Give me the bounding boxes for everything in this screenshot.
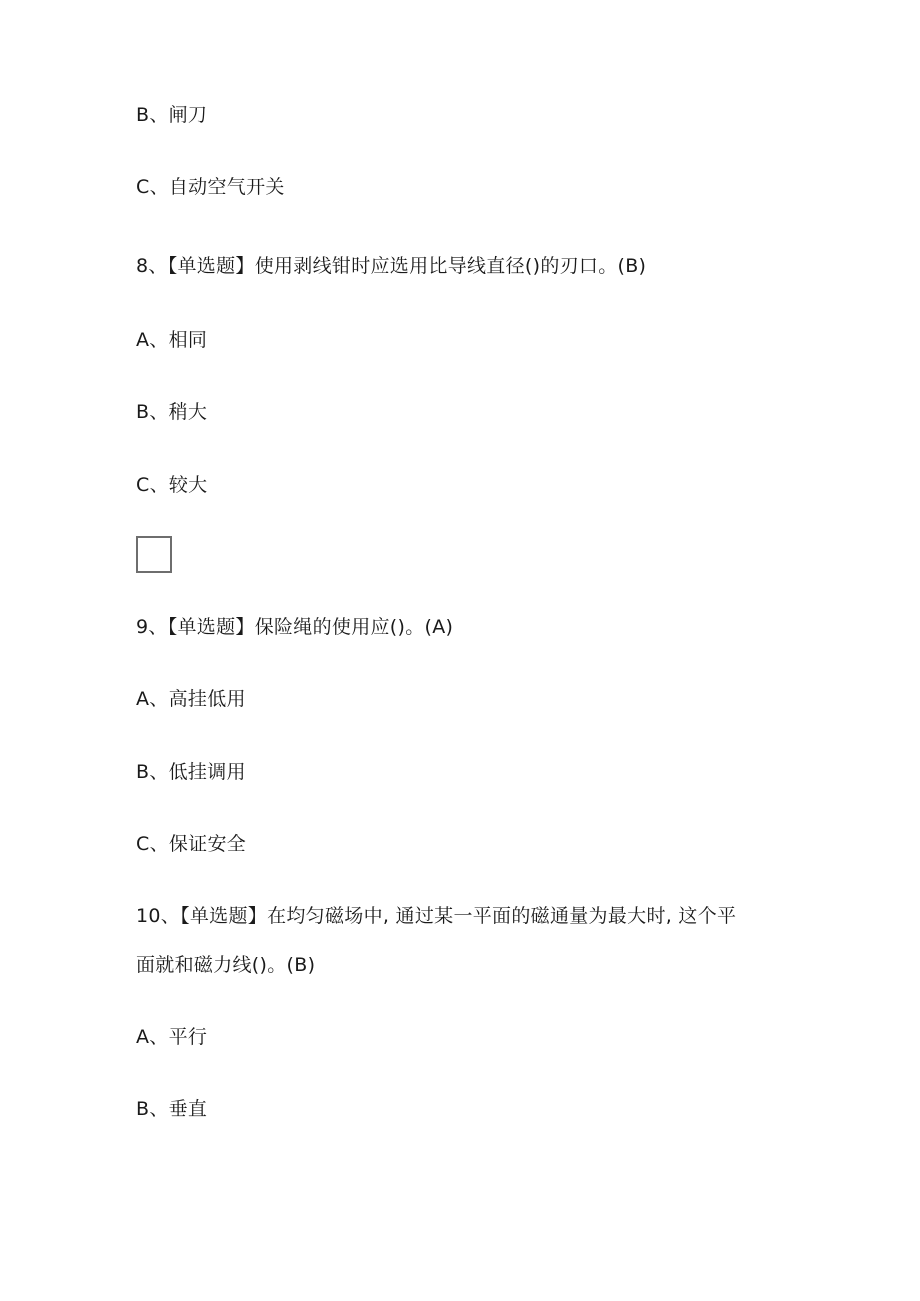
q7-option-b: B、闸刀 <box>136 104 208 126</box>
q10-question-line-2: 面就和磁力线()。(B) <box>136 954 316 976</box>
q8-option-b: B、稍大 <box>136 401 208 423</box>
q10-option-a: A、平行 <box>136 1026 208 1048</box>
q10-option-b: B、垂直 <box>136 1098 208 1120</box>
answer-checkbox[interactable] <box>136 536 172 573</box>
q9-option-b: B、低挂调用 <box>136 761 246 783</box>
q9-question: 9、【单选题】保险绳的使用应()。(A) <box>136 616 454 638</box>
q8-question: 8、【单选题】使用剥线钳时应选用比导线直径()的刃口。(B) <box>136 255 647 277</box>
q8-option-c: C、较大 <box>136 474 208 496</box>
q9-option-a: A、高挂低用 <box>136 688 246 710</box>
q7-option-c: C、自动空气开关 <box>136 176 285 198</box>
q9-option-c: C、保证安全 <box>136 833 247 855</box>
q8-option-a: A、相同 <box>136 329 208 351</box>
q10-question-line-1: 10、【单选题】在均匀磁场中, 通过某一平面的磁通量为最大时, 这个平 <box>136 905 737 927</box>
